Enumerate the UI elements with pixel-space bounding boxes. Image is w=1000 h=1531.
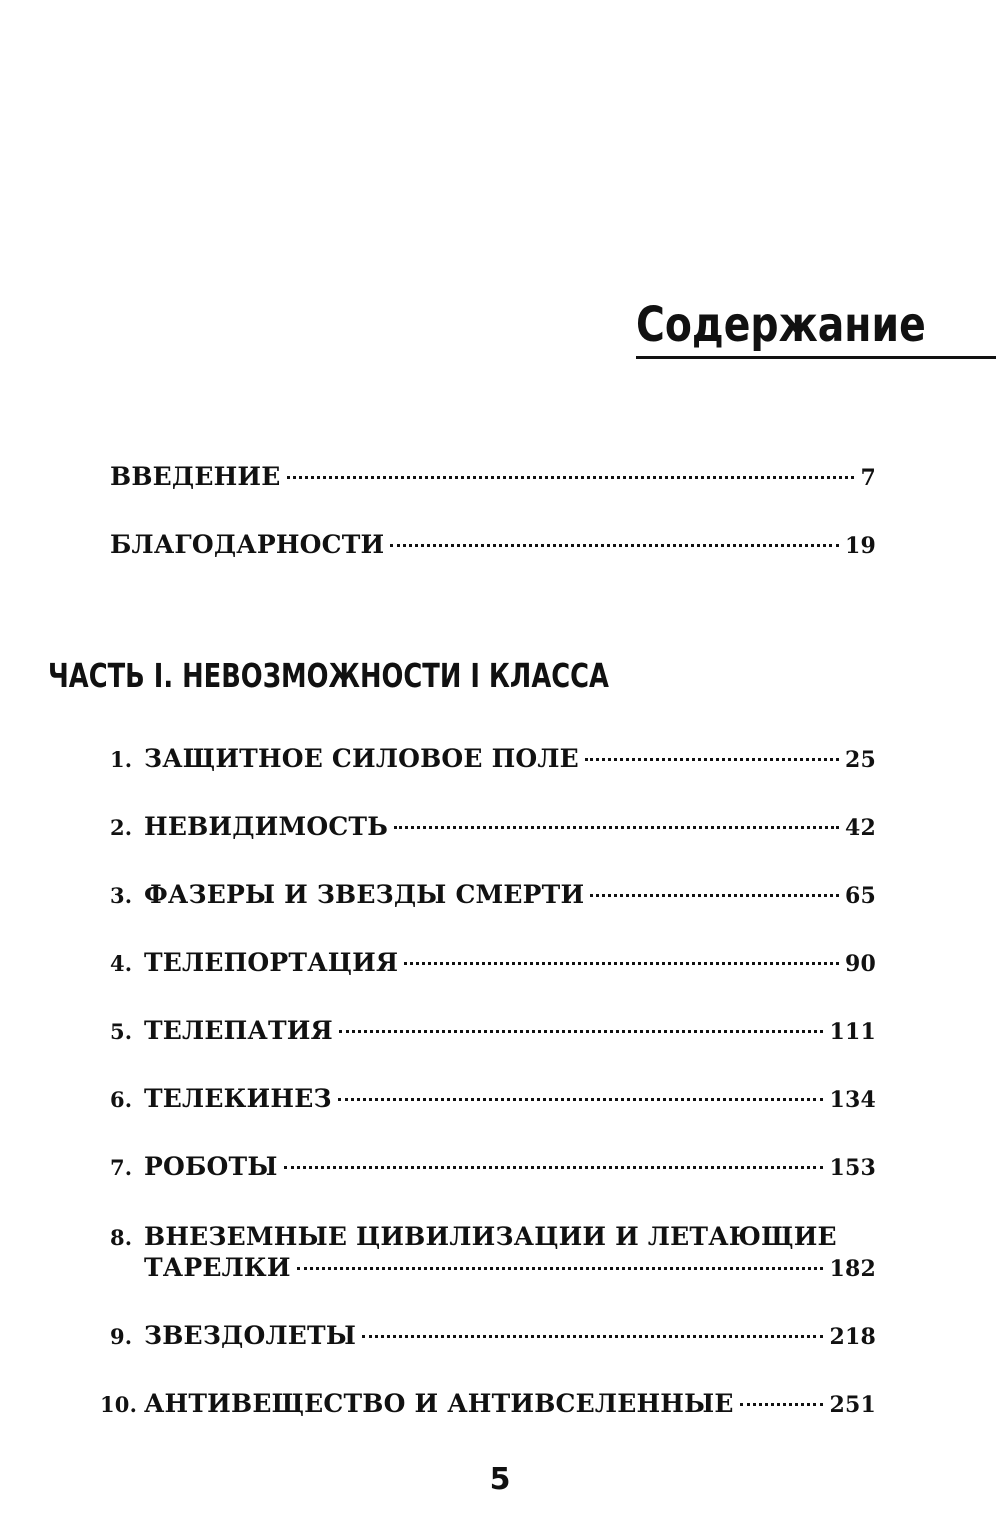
dot-leader — [590, 894, 839, 897]
dot-leader — [585, 758, 839, 761]
toc-entry-acknowledgements[interactable] — [110, 530, 876, 560]
toc-entry-chapter-7[interactable] — [110, 1152, 876, 1182]
toc-entry-page: 65 — [844, 883, 876, 909]
toc-entry-chapter-10[interactable] — [100, 1389, 876, 1419]
toc-entry-first-line — [110, 1222, 837, 1251]
toc-entry-label: ВВЕДЕНИЕ — [110, 462, 281, 491]
toc-entry-chapter-4[interactable] — [110, 948, 876, 978]
chapter-number: 5. — [110, 1019, 133, 1044]
chapter-number: 8. — [110, 1225, 133, 1250]
title-underline — [636, 356, 996, 359]
dot-leader — [284, 1166, 824, 1169]
toc-entry-chapter-2[interactable] — [110, 812, 876, 842]
toc-entry-label: БЛАГОДАРНОСТИ — [110, 530, 385, 559]
dot-leader — [362, 1335, 823, 1338]
chapter-number: 7. — [110, 1155, 133, 1180]
toc-entry-page: 7 — [860, 465, 876, 491]
page-number: 5 — [489, 1462, 511, 1497]
toc-entry-chapter-9[interactable] — [110, 1321, 876, 1351]
toc-entry-label: ТЕЛЕКИНЕЗ — [144, 1084, 332, 1113]
toc-entry-page: 134 — [829, 1087, 876, 1113]
toc-entry-label: РОБОТЫ — [144, 1152, 278, 1181]
dot-leader — [287, 476, 855, 479]
toc-entry-page: 90 — [844, 951, 876, 977]
dot-leader — [339, 1030, 824, 1033]
toc-entry-label: ЗАЩИТНОЕ СИЛОВОЕ ПОЛЕ — [144, 744, 579, 773]
page-title: Содержание — [636, 297, 926, 353]
toc-entry-chapter-1[interactable] — [110, 744, 876, 774]
page-title-block — [636, 297, 996, 353]
dot-leader — [404, 962, 839, 965]
toc-entry-page: 153 — [829, 1155, 876, 1181]
dot-leader — [338, 1098, 824, 1101]
toc-entry-page: 111 — [829, 1019, 876, 1045]
toc-entry-page: 218 — [829, 1324, 876, 1350]
chapter-number: 6. — [110, 1087, 133, 1112]
toc-entry-chapter-3[interactable] — [110, 880, 876, 910]
toc-entry-introduction[interactable] — [110, 462, 876, 492]
toc-entry-page: 182 — [829, 1256, 876, 1282]
dot-leader — [297, 1267, 824, 1270]
dot-leader — [390, 544, 839, 547]
toc-entry-label: ВНЕЗЕМНЫЕ ЦИВИЛИЗАЦИИ И ЛЕТАЮЩИЕ — [144, 1222, 837, 1251]
chapter-number: 4. — [110, 951, 133, 976]
part-heading: ЧАСТЬ I. НЕВОЗМОЖНОСТИ I КЛАССА — [48, 656, 609, 695]
toc-entry-label: ТЕЛЕПОРТАЦИЯ — [144, 948, 399, 977]
toc-entry-page: 19 — [844, 533, 876, 559]
toc-entry-label: АНТИВЕЩЕСТВО И АНТИВСЕЛЕННЫЕ — [144, 1389, 734, 1418]
toc-entry-second-line — [144, 1253, 876, 1283]
chapter-number: 1. — [110, 747, 133, 772]
toc-entry-chapter-6[interactable] — [110, 1084, 876, 1114]
toc-entry-page: 42 — [844, 815, 876, 841]
chapter-number: 2. — [110, 815, 133, 840]
toc-entry-page: 25 — [844, 747, 876, 773]
toc-entry-label-continued: ТАРЕЛКИ — [144, 1253, 291, 1282]
dot-leader — [740, 1403, 824, 1406]
chapter-number: 9. — [110, 1324, 133, 1349]
toc-entry-chapter-5[interactable] — [110, 1016, 876, 1046]
toc-entry-label: ЗВЕЗДОЛЕТЫ — [144, 1321, 357, 1350]
toc-entry-page: 251 — [829, 1392, 876, 1418]
chapter-number: 3. — [110, 883, 133, 908]
toc-entry-label: ТЕЛЕПАТИЯ — [144, 1016, 333, 1045]
toc-entry-label: НЕВИДИМОСТЬ — [144, 812, 389, 841]
chapter-number: 10. — [100, 1392, 138, 1417]
dot-leader — [394, 826, 839, 829]
toc-entry-label: ФАЗЕРЫ И ЗВЕЗДЫ СМЕРТИ — [144, 880, 585, 909]
